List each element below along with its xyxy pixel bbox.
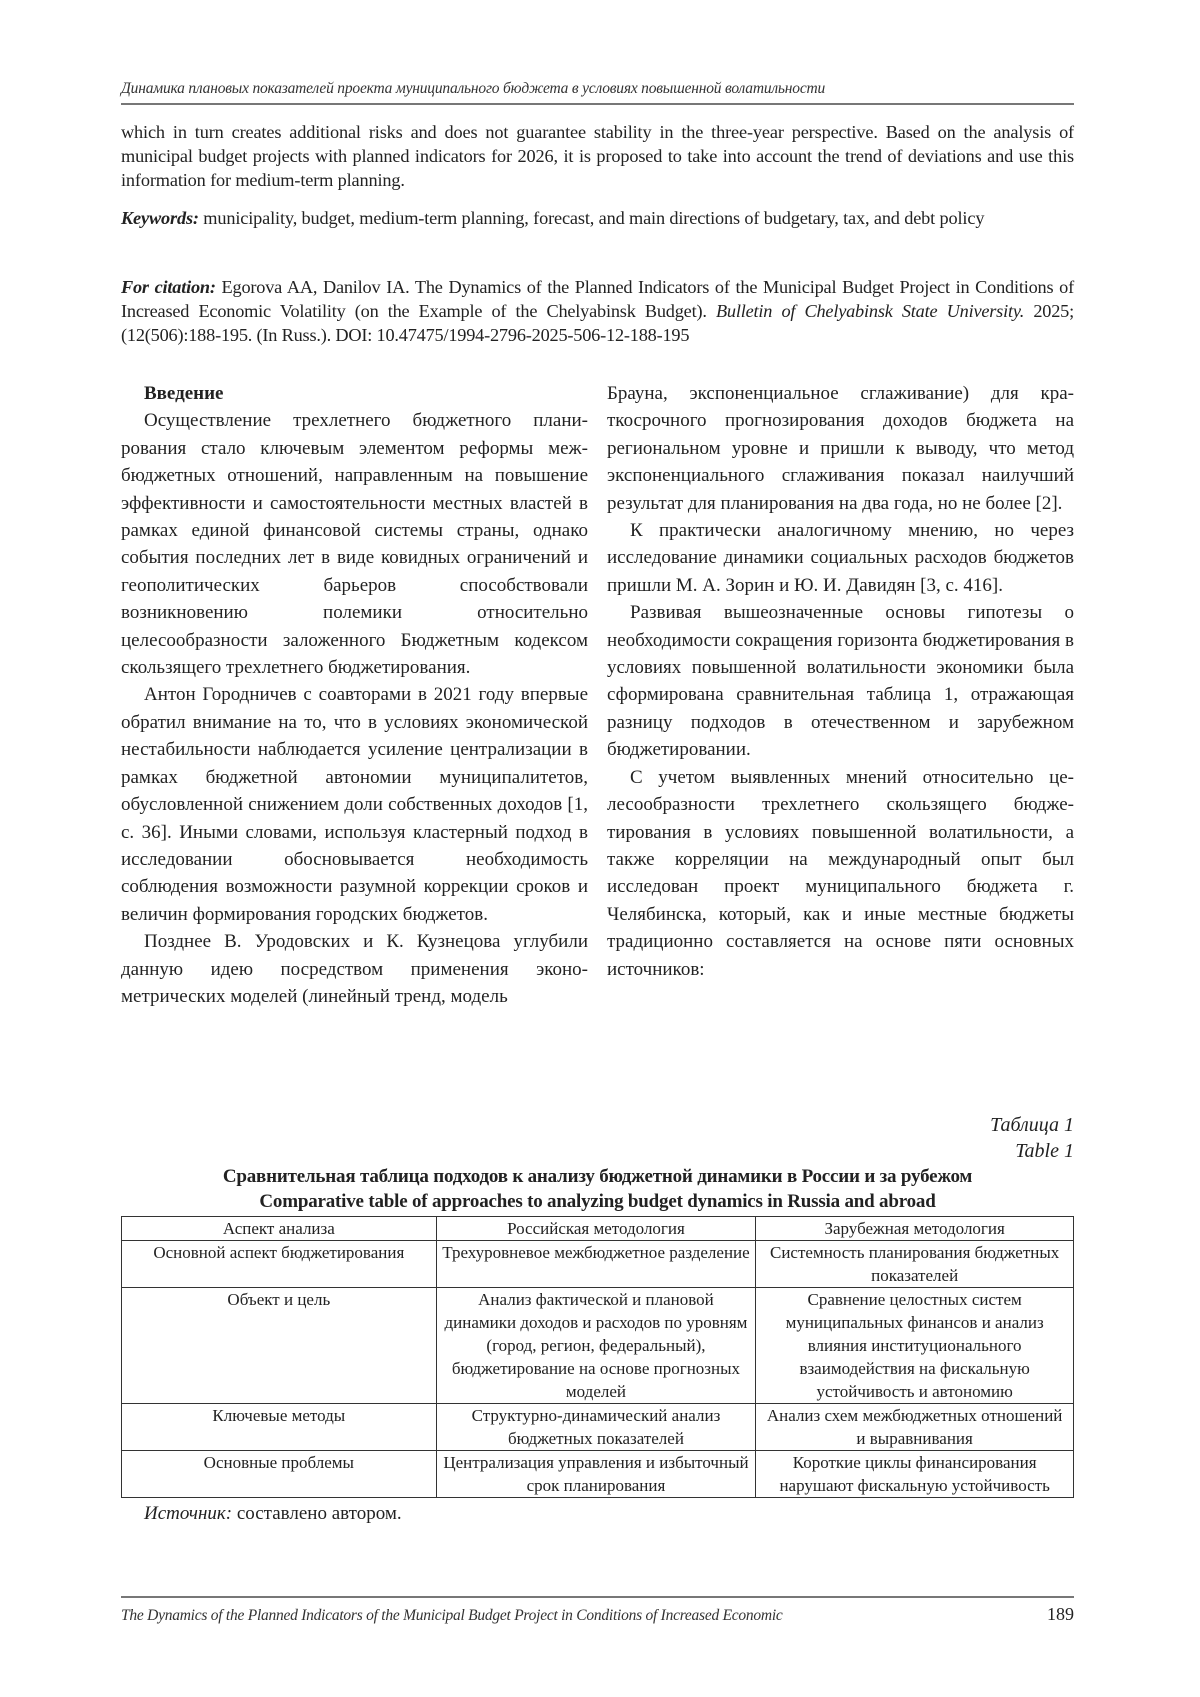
citation-label: For citation:: [121, 277, 216, 297]
table-row: [122, 1404, 1074, 1451]
table-cell: Структурно-динамический анализ бюджетных показателей: [436, 1404, 756, 1451]
citation-details: 2025;(12(506):188-195. (In Russ.). DOI: 10.47475/1994-2796-2025-506-12-188-195: [121, 301, 1074, 345]
keywords: [121, 206, 1074, 230]
table-label-ru: Таблица 1: [990, 1114, 1074, 1136]
citation-journal: Bulletin of Chelyabinsk State University.: [715, 301, 1025, 321]
running-footer: [121, 1604, 1074, 1625]
body-columns: [121, 380, 1074, 1010]
citation-text: Egorova AA, Danilov IA. The Dynamics of the Planned Indicators of the Municipal Budget Project in Conditions of Increased Economic Volatility (on the Example of the Chelyabinsk Budget).: [121, 277, 1074, 321]
column-header: Зарубежная методология: [756, 1217, 1074, 1241]
table-cell: Основные проблемы: [122, 1451, 437, 1498]
footer-divider: [121, 1596, 1074, 1598]
source-text: составлено автором.: [232, 1503, 402, 1524]
keywords-label: Keywords:: [121, 208, 199, 228]
table-cell: Централизация управления и избыточный срок планирования: [436, 1451, 756, 1498]
table-row: [122, 1241, 1074, 1288]
table-cell: Трехуровневое межбюджетное разделение: [436, 1241, 756, 1288]
citation: [121, 275, 1074, 347]
table-cell: Ключевые методы: [122, 1404, 437, 1451]
keywords-text: municipality, budget, medium-term planning, forecast, and main directions of budgetary, tax, and debt policy: [198, 208, 985, 228]
column-header: Аспект анализа: [122, 1217, 437, 1241]
paragraph: Осуществление трехлетнего бюджетного планирования стало ключевым элементом реформы межбюджетных отношений, направленным на повышение эффективности и самостоятельности местных властей в рамках единой финансовой системы страны, однако события последних лет в виде ковидных ограничений и геополитических барьеров способствовали возникновению полемики относительно целесообразности заложенного Бюджетным кодексом скользящего трехлетнего бюджетирования.: [121, 410, 588, 679]
paragraph: Развивая вышеозначенные основы гипотезы о необходимости сокращения горизонта бюджетирования в условиях повышенной волатильности экономики была сформирована сравнительная таблица 1, отражающая разницу подходов в отечественном и зарубежном бюджетировании.: [607, 602, 1074, 761]
comparison-table: [121, 1216, 1074, 1498]
abstract-text: which in turn creates additional risks and does not guarantee stability in the three-year perspective. Based on the analysis of municipal budget projects with planned indicators for 2026, it is proposed to take into account the trend of deviations and use this information for medium-term planning.: [121, 122, 1074, 190]
table-label-en: Table 1: [1015, 1140, 1074, 1162]
table-title-en: Comparative table of approaches to analyzing budget dynamics in Russia and abroad: [259, 1191, 936, 1212]
table-cell: Системность планирования бюджетных показателей: [756, 1241, 1074, 1288]
paragraph: Антон Городничев с соавторами в 2021 году впервые обратил внимание на то, что в условиях экономической нестабильности наблюдается усиление централизации в рамках бюджетной автономии муниципалитетов, обусловленной снижением доли собственных доходов [1, с. 36]. Иными словами, используя кластерный подход в исследовании обосновывается необходимость соблюдения возможности разумной коррекции сроков и величин формирования городских бюджетов.: [121, 684, 588, 925]
header-divider: [121, 103, 1074, 105]
table-cell: Объект и цель: [122, 1288, 437, 1404]
table-row: [122, 1451, 1074, 1498]
paragraph: Позднее В. Уродовских и К. Кузнецова углубили данную идею посредством применения эконометрических моделей (линейный тренд, модель: [121, 931, 588, 1007]
table-header-row: [122, 1217, 1074, 1241]
section-heading: Введение: [144, 383, 224, 404]
left-column: [121, 380, 588, 1010]
footer-title: The Dynamics of the Planned Indicators of the Municipal Budget Project in Conditions of Increased Economic: [121, 1607, 783, 1624]
paragraph: С учетом выявленных мнений относительно целесообразности трехлетнего скользящего бюджетирования в условиях повышенной волатильности, а также корреляции на международный опыт был исследован проект муниципального бюджета г. Челябинска, который, как и иные местные бюджеты традиционно составляется на основе пяти основных источников:: [607, 766, 1074, 980]
paragraph-continuation: Брауна, экспоненциальное сглаживание) для краткосрочного прогнозирования доходов бюджета на региональном уровне и пришли к выводу, что метод экспоненциального сглаживания показал наилучший результат для планирования на два года, но не более [2].: [607, 383, 1074, 514]
abstract-tail: [121, 120, 1074, 192]
table-cell: Анализ схем межбюджетных отношений и выравнивания: [756, 1404, 1074, 1451]
running-header: Динамика плановых показателей проекта муниципального бюджета в условиях повышенной волатильности: [121, 80, 826, 97]
table-cell: Основной аспект бюджетирования: [122, 1241, 437, 1288]
table-cell: Сравнение целостных систем муниципальных финансов и анализ влияния институционального взаимодействия на фискальную устойчивость и автономию: [756, 1288, 1074, 1404]
table-cell: Анализ фактической и плановой динамики доходов и расходов по уровням (город, регион, федеральный), бюджетирование на основе прогнозных моделей: [436, 1288, 756, 1404]
table-source: [121, 1501, 1074, 1527]
table-1: [121, 1112, 1074, 1527]
table-cell: Короткие циклы финансирования нарушают фискальную устойчивость: [756, 1451, 1074, 1498]
column-header: Российская методология: [436, 1217, 756, 1241]
table-title-ru: Сравнительная таблица подходов к анализу бюджетной динамики в России и за рубежом: [222, 1166, 973, 1187]
source-label: Источник:: [144, 1503, 233, 1524]
paragraph: К практически аналогичному мнению, но через исследование динамики социальных расходов бюджетов пришли М. А. Зорин и Ю. И. Давидян [3, с. 416].: [607, 520, 1074, 596]
page-number: 189: [1047, 1604, 1074, 1624]
table-row: [122, 1288, 1074, 1404]
right-column: [607, 380, 1074, 1010]
